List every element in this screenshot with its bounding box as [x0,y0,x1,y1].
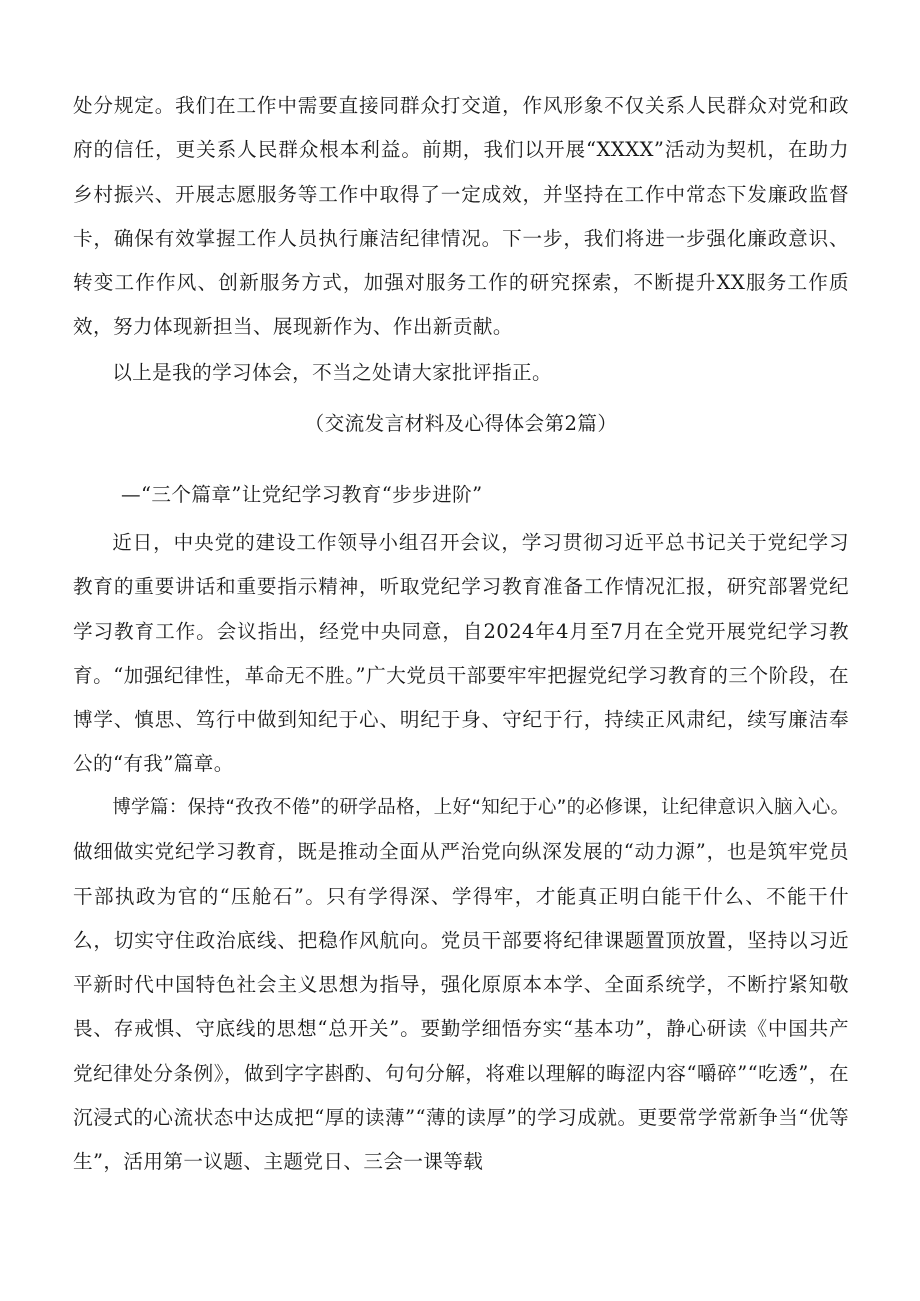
section-title: （交流发言材料及心得体会第2篇） [304,412,618,435]
boxue-body: 做细做实党纪学习教育，既是推动全面从严治党向纵深发展的“动力源”，也是筑牢党员干部执政为官的“压舱石”。只有学得深、学得牢，才能真正明白能干什么、不能干什么，切实守住政治底线、把稳作风航向。党员干部要将纪律课题置顶放置，坚持以习近平新时代中国特色社会主义思想为指导，强化原原本本学、全面系统学，不断拧紧知敬畏、存戒惧、守底线的思想“总开关”。要勤学细悟夯实“基本功”，静心研读《中国共产党纪律处分条例》，做到字字斟酌、句句分解，将难以理解的晦涩内容“嚼碎”“吃透”，在沉浸式的心流状态中达成把“厚的读薄”“薄的读厚”的学习成就。更要常学常新争当“优等生”，活用第一议题、主题党日、三会一课等载 [73,840,849,1174]
closing-line: 以上是我的学习体会，不当之处请大家批评指正。 [112,361,553,384]
paragraph-continued: 处分规定。我们在工作中需要直接同群众打交道，作风形象不仅关系人民群众对党和政府的信任，更关系人民群众根本利益。前期，我们以开展“XXXX”活动为契机，在助力乡村振兴、开展志愿服务等工作中取得了一定成效，并坚持在工作中常态下发廉政监督卡，确保有效掌握工作人员执行廉洁纪律情况。下一步，我们将进一步强化廉政意识、转变工作作风、创新服务方式，加强对服务工作的研究探索，不断提升XX服务工作质效，努力体现新担当、展现新作为、作出新贡献。 [73,94,849,339]
paragraph-intro: 近日，中央党的建设工作领导小组召开会议，学习贯彻习近平总书记关于党纪学习教育的重要讲话和重要指示精神，听取党纪学习教育准备工作情况汇报，研究部署党纪学习教育工作。会议指出，经党中央同意，自2024年4月至7月在全党开展党纪学习教育。“加强纪律性，革命无不胜。”广大党员干部要牢牢把握党纪学习教育的三个阶段，在博学、慎思、笃行中做到知纪于心、明纪于身、守纪于行，持续正风肃纪，续写廉洁奉公的“有我”篇章。 [73,531,849,776]
article-subtitle: —“三个篇章”让党纪学习教育“步步进阶” [121,483,483,506]
boxue-heading: 博学篇：保持“孜孜不倦”的研学品格，上好“知纪于心”的必修课，让纪律意识入脑入心。 [112,797,849,818]
paragraph-boxue [73,785,849,1185]
